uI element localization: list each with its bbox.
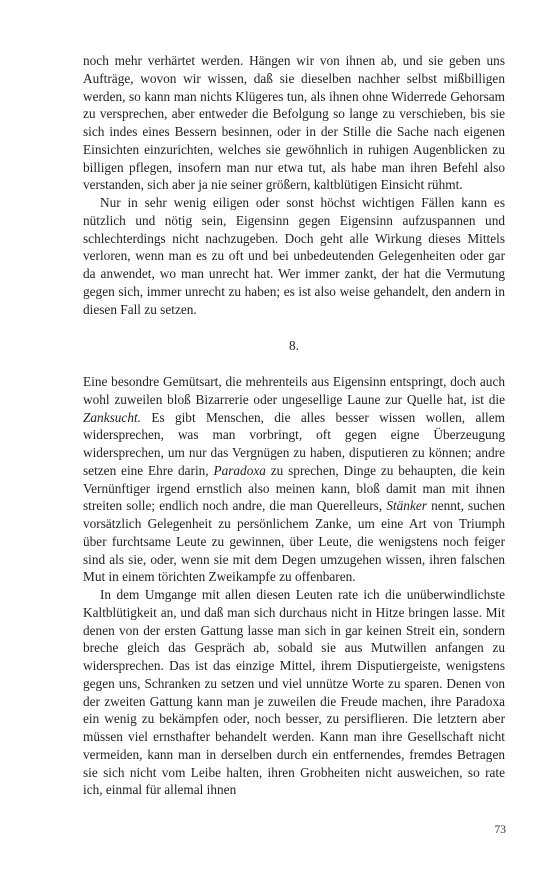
page-number: 73 [494, 824, 506, 836]
section-number: 8. [289, 338, 299, 354]
italic-term-staenker: Stänker [386, 498, 427, 514]
paragraph-umgang: In dem Umgange mit allen diesen Leuten rate ich die unüberwindlichste Kaltblütigkeit an, und daß man sich durchaus nicht in Hitze bringen lasse. Mit denen von der ersten Gattung lasse man sich in gar keinen Streit ein, sondern breche gleich das Gespräch ab, sobald sie aus Mutwillen anfangen zu widersprechen. Das ist das einzige Mittel, ihrem Disputiergeiste, wenigstens gegen uns, Schranken zu setzen und viel unnütze Worte zu sparen. Denen von der zweiten Gattung kann man je zuweilen die Freude machen, ihre Paradoxa ein wenig zu bekämpfen oder, noch besser, zu persiflieren. Die letztern aber müssen viel ernsthafter behandelt werden. Kann man ihre Gesellschaft nicht vermeiden, kann man in derselben durch ein entfernendes, fremdes Betragen sie sich nicht vom Leibe halten, ihren Grobheiten nicht ausweichen, so rate ich, einmal für allemal ihnen [83, 587, 505, 798]
text-run: Eine besondre Gemütsart, die mehrenteils aus Eigensinn entspringt, doch auch wohl zuweilen bloß Bizarrerie oder ungesellige Laune zur Quelle hat, ist die [83, 374, 505, 407]
paragraph-continued: noch mehr verhärtet werden. Hängen wir von ihnen ab, und sie geben uns Aufträge, wovon wir wissen, daß sie dieselben nachher selbst mißbilligen werden, so kann man nichts Klügeres tun, als ihnen ohne Widerrede Gehorsam zu versprechen, aber entweder die Befolgung so lange zu verschieben, bis sie sich indes eines Bessern besinnen, oder in der Stille die Sache nach eigenen Einsichten einzurichten, welches sie gewöhnlich in ruhigen Augenblicken zu billigen pflegen, insofern man nur etwa tut, als habe man ihren Befehl also verstanden, sich aber ja nie seiner größern, kaltblütigen Einsicht rühmt. [83, 53, 505, 193]
italic-term-paradoxa: Paradoxa [213, 462, 266, 478]
text-run: zu sprechen, Dinge zu behaupten, die kein Vernünftiger irgend ernstlich also meinen kann, bloß damit man mit ihnen streiten solle; endlich noch andre, die man Querelleurs, [83, 462, 506, 514]
text-run: Es gibt Menschen, die alles besser wissen wollen, allem widersprechen, was man vorbringt, oft gegen eigne Überzeugung widersprechen, um nur das Vergnügen zu haben, disputieren zu können; andre setzen eine Ehre darin, [83, 409, 505, 478]
page-body [83, 52, 505, 799]
paragraph-eigensinn: Nur in sehr wenig eiligen oder sonst höchst wichtigen Fällen kann es nützlich und nötig sein, Eigensinn gegen Eigensinn aufzuspannen und schlechterdings nicht nachzugeben. Doch geht alle Wirkung dieses Mittels verloren, wenn man es zu oft und bei unbedeutenden Gelegenheiten oder gar da anwendet, wo man unrecht hat. Wer immer zankt, der hat die Vermutung gegen sich, immer unrecht zu haben; es ist also weise gehandelt, den andern in diesen Fall zu setzen. [83, 195, 505, 317]
text-run: nennt, suchen vorsätzlich Gelegenheit zu persönlichem Zanke, um eine Art von Triumph über furchtsame Leute zu gewinnen, über Leute, die wenigstens noch feiger sind als sie, oder, wenn sie mit dem Degen umzugehen wissen, ihren falschen Mut in einem törichten Zweikampfe zu offenbaren. [83, 498, 505, 585]
paragraph-zanksucht [83, 373, 505, 586]
italic-term-zanksucht: Zanksucht. [83, 409, 141, 425]
